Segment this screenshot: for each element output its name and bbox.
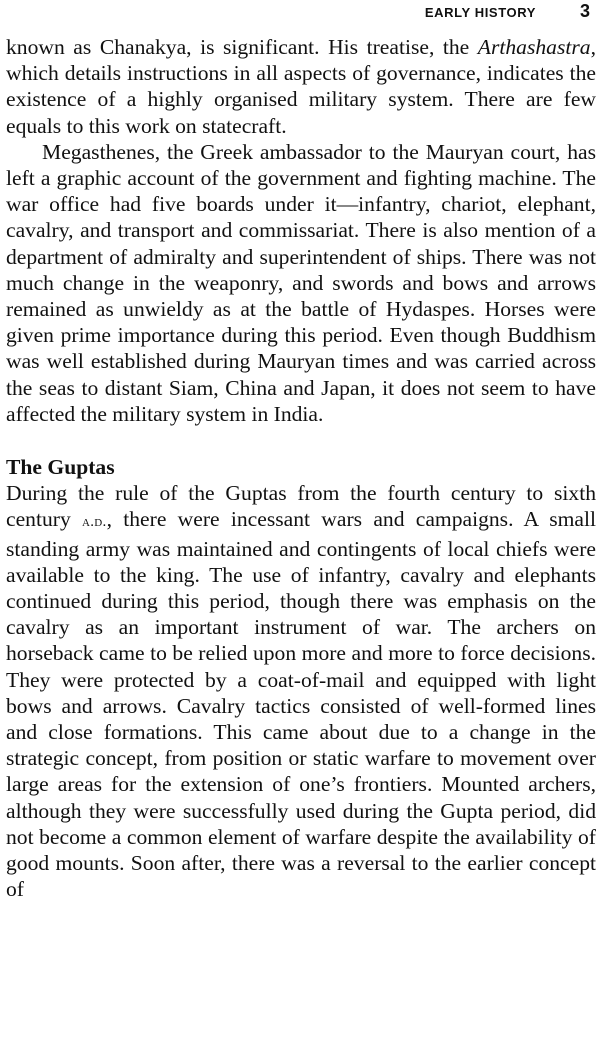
body-text xyxy=(6,34,596,903)
paragraph-chanakya-text-1: known as Chanakya, is significant. His treatise, the xyxy=(6,35,478,59)
running-header xyxy=(0,0,600,34)
paragraph-guptas-text-2: , there were incessant wars and campaigns. A small standing army was maintained and contingents of local chiefs were available to the king. The use of infantry, cavalry and elephants continued during this period, though there was emphasis on the cavalry as an important instrument of war. The archers on horseback came to be relied upon more and more to force decisions. They were protected by a coat-of-mail and equipped with light bows and arrows. Cavalry tactics consisted of well-formed lines and close formations. This came about due to a change in the strategic concept, from position or static warfare to movement over large areas for the extension of one’s frontiers. Mounted archers, although they were successfully used during the Gupta period, did not become a common element of warfare despite the availability of good mounts. Soon after, there was a reversal to the earlier concept of xyxy=(6,507,596,902)
era-abbreviation: a.d. xyxy=(82,514,107,531)
running-title: EARLY HISTORY xyxy=(424,5,536,20)
paragraph-guptas xyxy=(6,480,596,902)
arthashastra-title: Arthashastra xyxy=(477,35,591,59)
page-number: 3 xyxy=(579,1,590,21)
section-heading-guptas: The Guptas xyxy=(6,455,115,480)
paragraph-chanakya xyxy=(6,34,596,139)
paragraph-chanakya-text-2: , which details instructions in all aspects of governance, indicates the existence of a highly organised military system. There are few equals to this work on statecraft. xyxy=(6,35,596,138)
paragraph-guptas-text-1: During the rule of the Guptas from the fourth century to sixth century xyxy=(6,481,596,532)
paragraph-megasthenes: Megasthenes, the Greek ambassador to the Mauryan court, has left a graphic account of the government and fighting machine. The war office had five boards under it—infantry, chariot, elephant, cavalry, and transport and commissariat. There is also mention of a department of admiralty and superintendent of ships. There was not much change in the weaponry, and swords and bows and arrows remained as unwieldy as at the battle of Hydaspes. Horses were given prime importance during this period. Even though Buddhism was well established during Mauryan times and was carried across the seas to distant Siam, China and Japan, it does not seem to have affected the military system in India. xyxy=(6,139,596,426)
